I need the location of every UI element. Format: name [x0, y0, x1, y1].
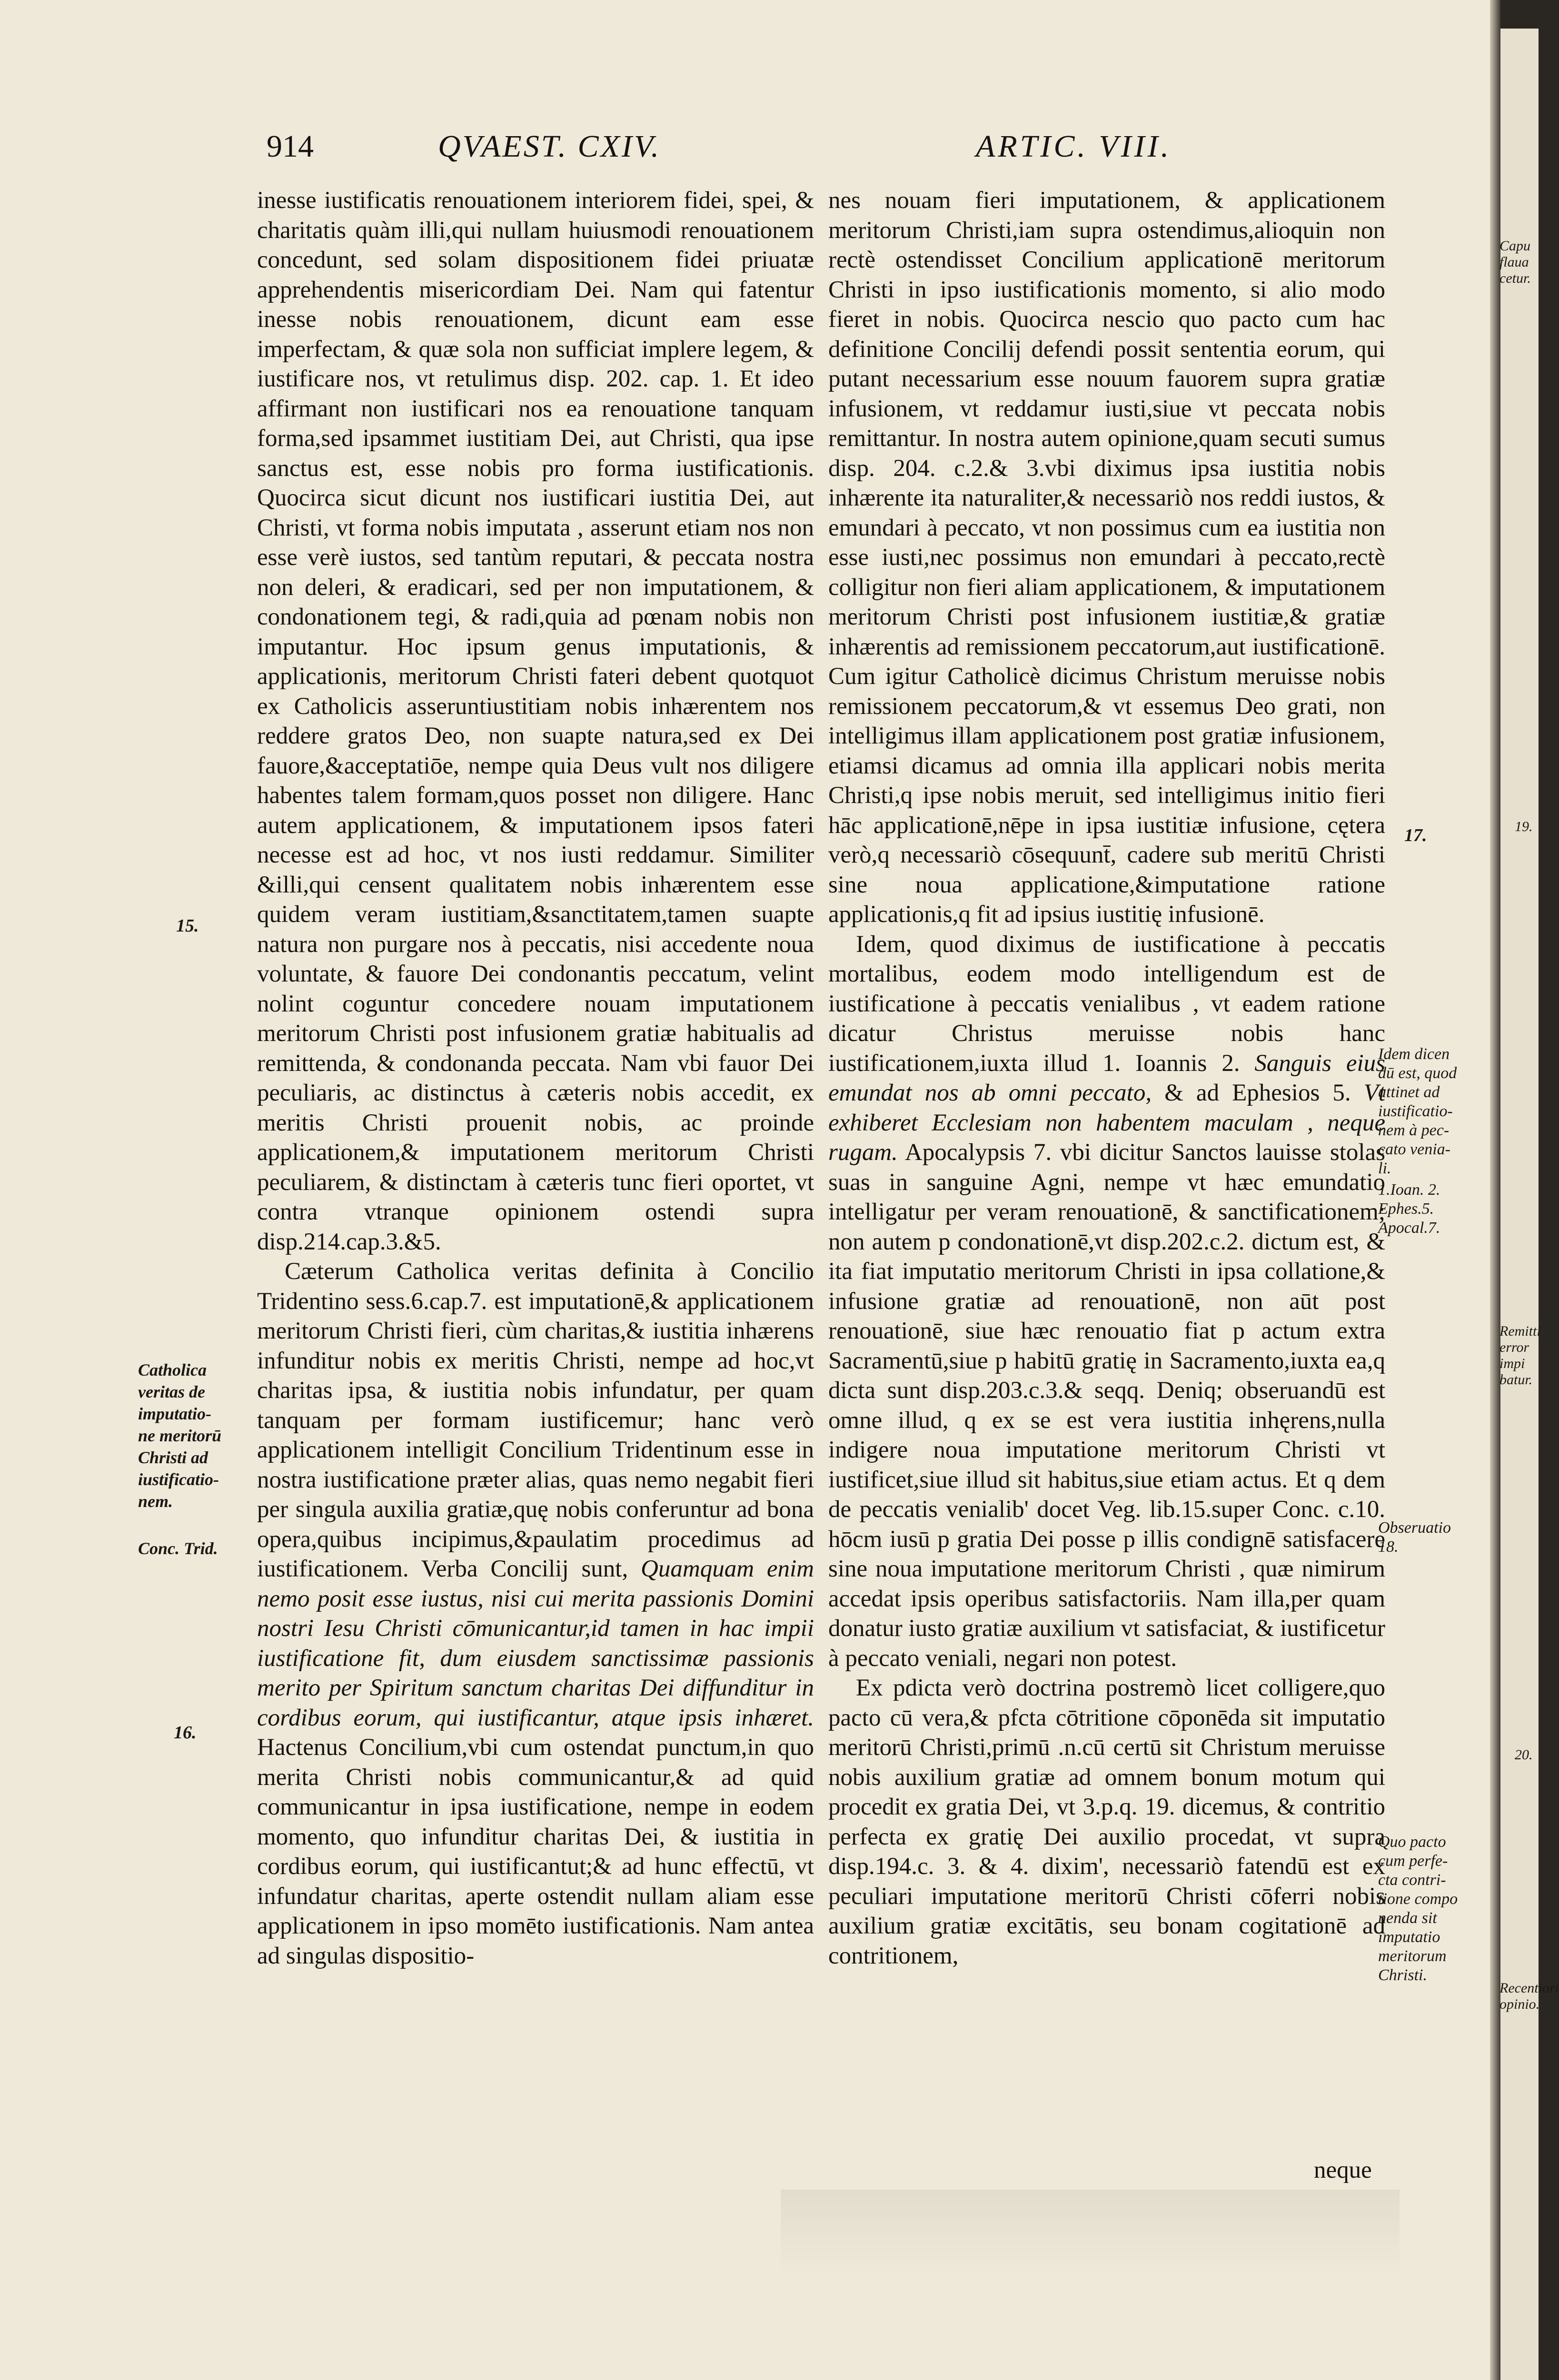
margin-note: Catholica veritas de imputatio- ne meritorū Christi ad iustificatio- nem.	[138, 1360, 222, 1511]
page-number: 914	[267, 129, 314, 164]
margin-number: 16.	[174, 1723, 197, 1743]
margin-note: Capu flaua cetur.	[1499, 238, 1531, 286]
margin-note: 1.Ioan. 2. Ephes.5. Apocal.7.	[1378, 1181, 1440, 1237]
catchword: neque	[1314, 2157, 1372, 2183]
show-through-text	[781, 2190, 1400, 2275]
margin-number: 20.	[1515, 1747, 1533, 1763]
margin-note: Obseruatio 18.	[1378, 1519, 1451, 1556]
council-quotation: Quamquam enim nemo posit esse iustus, nisi cui merita passionis Domini nostri Iesu Christi cōmunicantur,id tamen in hac impii iustificatione fit, dum eiusdem sanctissimæ passionis merito per Spiritum sanctum charitas Dei diffunditur in cordibus eorum, qui iustificantur, atque ipsis inhæret.	[257, 1556, 814, 1731]
running-head	[267, 129, 1376, 176]
paragraph-text: Idem, quod diximus de iustificatione à peccatis mortalibus, eodem modo intelligendum est de iustificatione à peccatis venialibus , vt eadem ratione dicatur Christus meruisse nobis hanc iustificationem,iuxta illud 1. Ioannis 2.	[828, 931, 1385, 1077]
paragraph-text: Cæterum Catholica veritas definita à Concilio Tridentino sess.6.cap.7. est imputationē,& applicationem meritorum Christi fieri, cùm charitas,& iustitia inhærens infunditur nobis ex meritis Christi, nempe ad hoc,vt charitas ipsa, & iustitia nobis infundatur, per quam tanquam per formam iustificemur; hanc verò applicationem intelligit Concilium Tridentinum esse in nostra iustificatione præter alias, quas nemo negabit fieri per singula auxilia gratiæ,quę nobis conferuntur ad bona opera,quibus incipimus,&paulatim procedimus ad iustificationem. Verba Concilij sunt,	[257, 1258, 814, 1582]
paragraph	[828, 930, 1385, 1674]
paragraph-text: & ad Ephesios 5.	[1164, 1080, 1351, 1106]
book-gutter	[1490, 0, 1500, 2380]
paragraph: Ex pdicta verò doctrina postremò licet colligere,quo pacto cū vera,& pfcta cōtritione cōponēda sit imputatio meritorū Christi,primū .n.cū certū sit Christum meruisse nobis auxilium gratiæ ad omnem bonum motum qui procedit ex gratia Dei, vt 3.p.q. 19. dicemus, & contritio perfecta ex gratię Dei auxilio procedat, vt supra disp.194.c. 3. & 4. dixim', necessariò fatendū est ex peculiari imputatione meritorū Christi cōferri nobis auxilium gratiæ excitātis, seu bonam cogitationē ad contritionem,	[828, 1675, 1385, 1969]
paragraph	[257, 1257, 814, 1971]
articulus-heading: ARTIC. VIII.	[976, 129, 1172, 164]
scripture-quotation: Vt exhiberet Ecclesiam non habentem maculam , neque rugam.	[828, 1080, 1386, 1166]
margin-note: Quo pacto cum perfe- cta contri- tione compo nenda sit imputatio meritorum Christi.	[1378, 1833, 1458, 1984]
paragraph: nes nouam fieri imputationem, & applicationem meritorum Christi,iam supra ostendimus,alioquin non rectè ostendisset Concilium applicationē meritorum Christi in ipso iustificationis momento, si alio modo fieret in nobis. Quocirca nescio quo pacto cum hac definitione Concilij defendi possit sententia eorum, qui putant necessarium esse nouum fauorem supra gratiæ infusionem, vt reddamur iusti,siue vt peccata nobis remittantur. In nostra autem opinione,quam secuti sumus disp. 204. c.2.& 3.vbi diximus ipsa iustitia nobis inhærente ita naturaliter,& necessariò nos reddi iustos, & emundari à peccato, vt non possimus cum ea iustitia non esse iusti,nec possimus non emundari à peccato,rectè colligitur non fieri aliam applicationem, & imputationem meritorum Christi post infusionem iustitiæ,& gratiæ inhærentis ad remissionem peccatorum,aut iustificationē. Cum igitur Catholicè dicimus Christum meruisse nobis remissionem peccatorum,& vt essemus Deo grati, non intelligimus illam applicationem post gratiæ infusionem, etiamsi dicamus ad omnia illa applicari nobis merita Christi,q ipse nobis meruit, sed intelligimus initio fieri hāc applicationē,nēpe in ipsa iustitiæ infusione, cętera verò,q necessariò cōsequunt̄, cadere sub meritū Christi sine noua applicatione,&imputatione ratione applicationis,q fit ad ipsius iustitię infusionē.	[828, 187, 1385, 928]
facing-page-edge	[1499, 29, 1559, 2380]
scripture-quotation: Sanguis eius emundat nos ab omni peccato,	[828, 1050, 1385, 1106]
margin-note: Remitti error impi batur.	[1499, 1323, 1541, 1388]
margin-number: 17.	[1404, 825, 1427, 845]
margin-note: Recentiori opinio.	[1499, 1980, 1559, 2012]
margin-number: 15.	[176, 916, 199, 936]
margin-number: 19.	[1515, 819, 1533, 834]
text-column-right	[828, 186, 1385, 1971]
paragraph-text: Hactenus Concilium,vbi cum ostendat punctum,in quo merita Christi nobis communicantur,& ad quid communicantur in ipsa iustificatione, nempe in eodem momento, quo infunditur charitas Dei, & iustitia in cordibus eorum, qui iustificantut;& ad hunc effectū, vt infundatur charitas, aperte ostendit nullam aliam esse applicationem in ipso momēto iustificationis. Nam antea ad singulas dispositio-	[257, 1734, 814, 1969]
text-column-left	[257, 186, 814, 1971]
margin-note: Idem dicen dū est, quod attinet ad iustificatio- nem à pec- cato venia- li.	[1378, 1045, 1457, 1177]
paragraph: inesse iustificatis renouationem interiorem fidei, spei, & charitatis quàm illi,qui nullam huiusmodi renouationem concedunt, sed solam dispositionem fidei priuatæ apprehendentis misericordiam Dei. Nam qui fatentur inesse nobis renouationem, dicunt eam esse imperfectam, & quæ sola non sufficiat implere legem, & iustificare nos, vt retulimus disp. 202. cap. 1. Et ideo affirmant non iustificari nos ea renouatione tanquam forma,sed ipsammet iustitiam Dei, aut Christi, qua ipse sanctus est, esse nobis pro forma iustificationis. Quocirca sicut dicunt nos iustificari iustitia Dei, aut Christi, vt forma nobis imputata , asserunt etiam nos non esse verè iustos, sed tantùm reputari, & peccata nostra non deleri, & eradicari, sed per non imputationem, & condonationem tegi, & radi,quia ad pœnam nobis non imputantur. Hoc ipsum genus imputationis, & applicationis, meritorum Christi fateri debent quotquot ex Catholicis asseruntiustitiam nobis inhærentem nos reddere gratos Deo, non suapte natura,sed ex Dei fauore,&acceptatiōe, nempe quia Deus vult nos diligere habentes talem formam,quos posset non diligere. Hanc autem applicationem, & imputationem ipsos fateri necesse est ad hoc, vt nos iusti reddamur. Similiter &illi,qui censent qualitatem nobis inhærentem esse quidem veram iustitiam,&sanctitatem,tamen suapte natura non purgare nos à peccatis, nisi accedente noua voluntate, & fauore Dei condonantis peccatum, velint nolint coguntur concedere nouam imputationem meritorum Christi post infusionem gratiæ habitualis ad remittenda, & condonanda peccata. Nam vbi fauor Dei peculiaris, ac distinctus à cæteris nobis accedit, ex meritis Christi prouenit nobis, ac proinde applicationem,& imputationem meritorum Christi peculiarem, & distinctam à cæteris tunc fieri oportet, vt contra vtranque opinionem ostendi supra disp.214.cap.3.&5.	[257, 187, 814, 1255]
margin-note: Conc. Trid.	[138, 1539, 218, 1558]
paragraph-text: Apocalypsis 7. vbi dicitur Sanctos lauisse stolas suas in sanguine Agni, nempe vt hæc emundatio intelligatur per veram renouationē, & sanctificationem; non autem p condonationē,vt disp.202.c.2. dictum est, & ita fiat imputatio meritorum Christi in ipsa collatione,& infusione gratiæ ad renouationē, non aūt post renouationē, siue hæc renouatio fiat p actum extra Sacramentū,siue p habitū gratię in Sacramento,iuxta ea,q dicta sunt disp.203.c.3.& seqq. Deniq; obseruandū est omne illud, q ex se est vera iustitia inhęrens,nulla indigere noua imputatione meritorum Christi vt iustificet,siue illud sit habitus,siue etiam actus. Et q dem de peccatis venialib' docet Veg. lib.15.super Conc. c.10. hōcm iusū p gratia Dei posse p illis condignē satisfacere sine noua imputatione meritorum Christi , quæ nimirum accedat ipsis operibus satisfactoriis. Nam illa,per quam donatur iusto gratiæ auxilium vt satisfaciat, & iustificetur à peccato veniali, negari non potest.	[828, 1139, 1386, 1672]
quaestio-heading: QVAEST. CXIV.	[438, 129, 661, 164]
